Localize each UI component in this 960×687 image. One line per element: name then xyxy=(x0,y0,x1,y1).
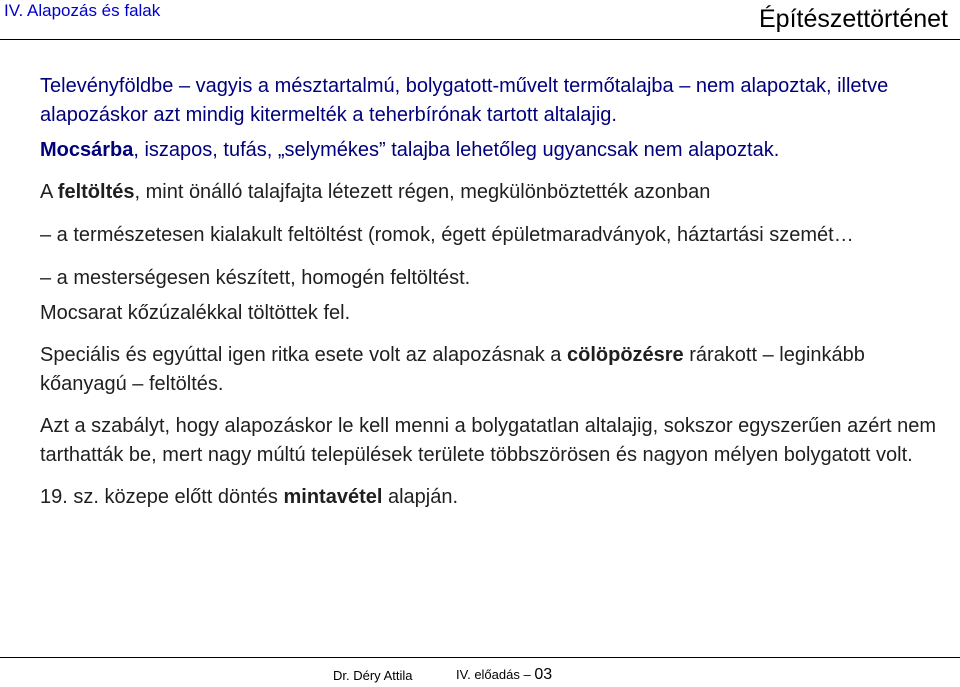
paragraph-televeny-text: – vagyis a mésztartalmú, bolygatott-művelt termőtalajba – nem alapoztak, illetve alapozáskor azt mindig kitermelték a teherbírónak tartott altalajig. xyxy=(40,75,889,126)
paragraph-mocsarat: Mocsarat kőzúzalékkal töltöttek fel. xyxy=(40,302,351,324)
section-title: IV. Alapozás és falak xyxy=(4,1,161,20)
paragraph-mintavetel-text: alapján. xyxy=(382,486,459,508)
header-divider xyxy=(0,39,960,40)
term-colopozes: cölöpözésre xyxy=(566,344,684,366)
paragraph-mocsar-text: , iszapos, tufás, „selymékes” talajba lehetőleg ugyancsak nem alapoztak. xyxy=(133,139,780,161)
course-title: Építészettörténet xyxy=(758,5,948,33)
paragraph-feltoltes-pre: A xyxy=(40,181,58,203)
paragraph-szabaly: Azt a szabályt, hogy alapozáskor le kell menni a bolygatatlan altalajig, sokszor egyszerűen azért nem tarthatták be, mert nagy múltú települések területe többszörösen és nagyon mélyen bolygatott volt. xyxy=(40,415,937,466)
paragraph-televeny xyxy=(40,72,940,130)
dash-item-artificial-fill: – a mesterségesen készített, homogén feltöltést. xyxy=(40,267,471,289)
paragraph-mintavetel-pre: 19. sz. közepe előtt döntés xyxy=(40,486,284,508)
footer-lecture-label: IV. előadás – xyxy=(456,667,535,682)
dash-item-natural-fill: – a természetesen kialakult feltöltést (romok, égett épületmaradványok, háztartási szemét… xyxy=(40,224,854,246)
term-mocsar: Mocsárba xyxy=(40,139,134,161)
paragraph-colopozes-pre: Speciális és egyúttal igen ritka esete volt az alapozásnak a xyxy=(40,344,567,366)
footer-page-number: 03 xyxy=(534,666,553,683)
paragraph-feltoltes xyxy=(40,178,940,207)
footer-divider xyxy=(0,657,960,658)
term-feltoltes: feltöltés xyxy=(57,181,135,203)
paragraph-mintavetel xyxy=(40,483,940,512)
term-mintavetel: mintavétel xyxy=(283,486,383,508)
footer-lecture xyxy=(456,666,552,684)
term-televenyfold: Televényföldbe xyxy=(40,75,174,97)
paragraph-mocsar xyxy=(40,136,940,165)
paragraph-colopozes-text: rárakott – leginkább kőanyagú – feltöltés. xyxy=(40,344,865,395)
slide-content xyxy=(40,72,940,512)
paragraph-colopozes xyxy=(40,341,940,399)
footer-author: Dr. Déry Attila xyxy=(333,668,413,683)
paragraph-feltoltes-text: , mint önálló talajfajta létezett régen, megkülönböztették azonban xyxy=(134,181,711,203)
